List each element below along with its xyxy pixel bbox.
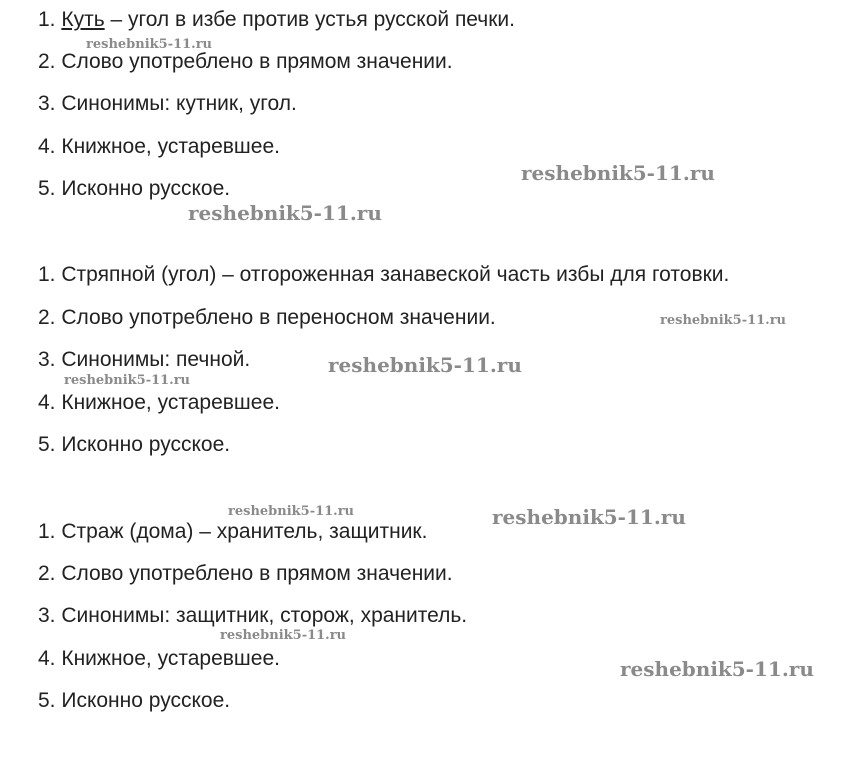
block3-line2: 2. Слово употреблено в прямом значении. xyxy=(38,562,453,585)
block3-line5: 5. Исконно русское. xyxy=(38,689,231,712)
block1-line1 xyxy=(38,8,515,32)
watermark: reshebnik5-11.ru xyxy=(64,373,191,388)
block2-line1: 1. Стряпной (угол) – отгороженная занавеской часть избы для готовки. xyxy=(38,263,730,286)
watermark: reshebnik5-11.ru xyxy=(660,313,787,328)
block1-term: Куть xyxy=(61,8,105,31)
watermark: reshebnik5-11.ru xyxy=(328,353,522,377)
watermark: reshebnik5-11.ru xyxy=(86,37,213,52)
block3-line4: 4. Книжное, устаревшее. xyxy=(38,647,280,670)
watermark: reshebnik5-11.ru xyxy=(220,628,347,643)
block1-line1-rest: – угол в избе против устья русской печки. xyxy=(104,8,515,31)
watermark: reshebnik5-11.ru xyxy=(521,161,715,185)
block3-line3: 3. Синонимы: защитник, сторож, хранитель. xyxy=(38,604,468,627)
watermark: reshebnik5-11.ru xyxy=(492,505,686,529)
block2-line5: 5. Исконно русское. xyxy=(38,433,231,456)
block1-line2: 2. Слово употреблено в прямом значении. xyxy=(38,50,453,73)
block2-line3: 3. Синонимы: печной. xyxy=(38,348,251,371)
block1-line3: 3. Синонимы: кутник, угол. xyxy=(38,92,297,115)
block2-line2: 2. Слово употреблено в переносном значении. xyxy=(38,306,496,329)
block1-line1-num: 1. xyxy=(38,8,62,31)
watermark: reshebnik5-11.ru xyxy=(188,201,382,225)
watermark: reshebnik5-11.ru xyxy=(620,657,814,681)
block1-line5: 5. Исконно русское. xyxy=(38,177,231,200)
block3-line1: 1. Страж (дома) – хранитель, защитник. xyxy=(38,520,428,543)
block1-line4: 4. Книжное, устаревшее. xyxy=(38,135,280,158)
block2-line4: 4. Книжное, устаревшее. xyxy=(38,391,280,414)
watermark: reshebnik5-11.ru xyxy=(228,504,355,519)
